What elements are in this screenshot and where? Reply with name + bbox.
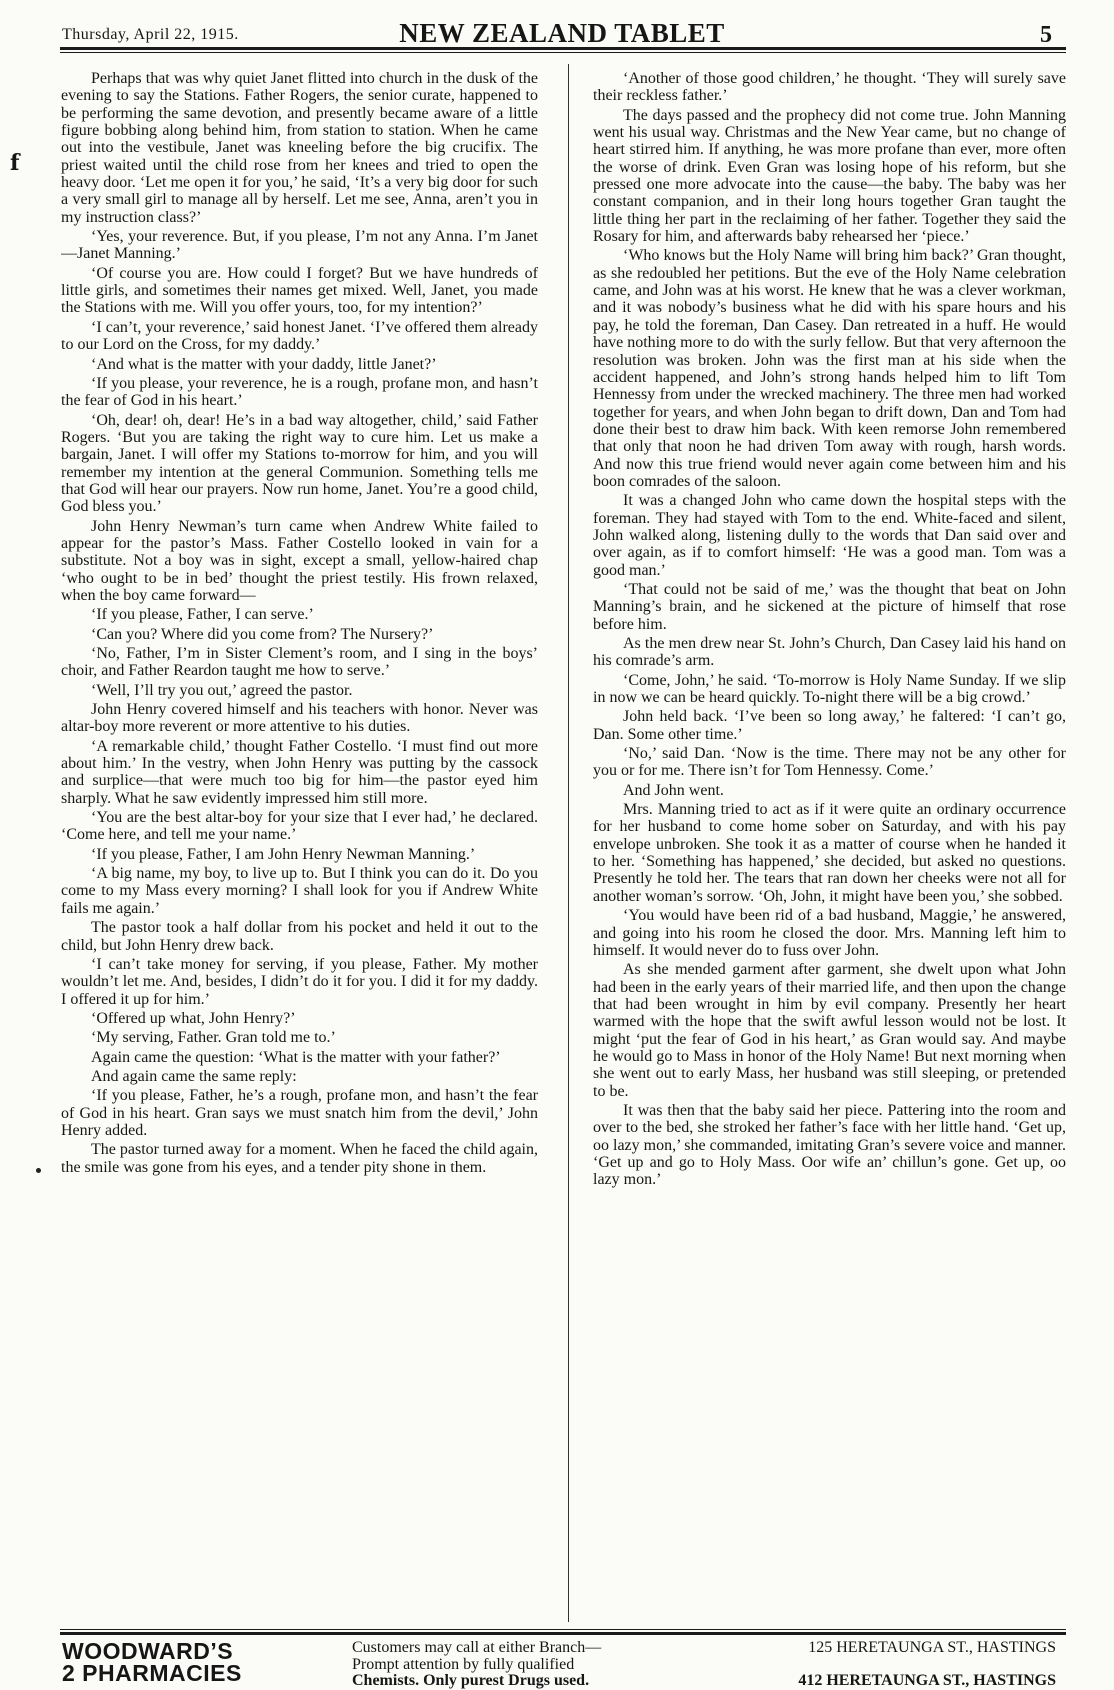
paragraph: ‘I can’t, your reverence,’ said honest Janet. ‘I’ve offered them already to our Lord on the Cross, for my daddy.’ [61,318,538,354]
paragraph: ‘A remarkable child,’ thought Father Costello. ‘I must find out more about him.’ In the vestry, when John Henry was putting by the cassock and surplice—that were much too big for him—the pastor eyed him sharply. What he saw evidently impressed him still more. [61,737,538,807]
paragraph: John held back. ‘I’ve been so long away,’ he faltered: ‘I can’t go, Dan. Some other time.’ [593,708,1066,743]
left-column [61,70,538,1628]
paragraph: It was a changed John who came down the hospital steps with the foreman. They had stayed with Tom to the end. White-faced and silent, John walked along, listening dully to the words that Dan said over and over again, as if to comfort himself: ‘He was a good man. Tom was a good man.’ [593,492,1066,579]
paragraph: ‘I can’t take money for serving, if you please, Father. My mother wouldn’t let me. And, besides, I didn’t do it for you. I did it for my daddy. I offered it up for him.’ [61,955,538,1008]
paragraph: ‘Can you? Where did you come from? The Nursery?’ [91,625,434,643]
paragraph: Mrs. Manning tried to act as if it were quite an ordinary occurrence for her husband to come home sober on Saturday, and with his pay envelope unbroken. She took it as a matter of course when he handed it to her. ‘Something has happened,’ she decided, but asked no questions. Presently he told her. The tears that ran down her cheeks were not all for another woman’s sorrow. ‘Oh, John, it might have been you,’ she sobbed. [593,801,1066,905]
ad-line-1: Customers may call at either Branch— [352,1639,602,1656]
paragraph: ‘That could not be said of me,’ was the thought that beat on John Manning’s brain, and he sickened at the picture of himself that rose before him. [593,580,1066,633]
paragraph: ‘No, Father, I’m in Sister Clement’s room, and I sing in the boys’ choir, and Father Reardon taught me how to serve.’ [61,645,538,680]
paragraph: ‘Of course you are. How could I forget? But we have hundreds of little girls, and sometimes their names get mixed. Well, Janet, you made the Stations with me. Will you offer yours, too, for my intention?’ [61,264,538,317]
paragraph: ‘Offered up what, John Henry?’ [91,1009,296,1027]
paragraph: As she mended garment after garment, she dwelt upon what John had been in the early years of their married life, and then upon the change that had been wrought in him by evil company. Presently her heart warmed with the hope that the swift awful lesson would not be lost. It might ‘put the fear of God in his heart,’ as Gran would say. And maybe he would go to Mass in honor of the Holy Name! But next morning when she went out to early Mass, her husband was still sleeping, or pretended to be. [593,961,1066,1100]
paragraph: ‘Oh, dear! oh, dear! He’s in a bad way altogether, child,’ said Father Rogers. ‘But you are taking the right way to cure him. Let us make a bargain, Janet. I will offer my Stations to-morrow for him, and you will remember my intention at the general Communion. Something tells me that God will hear our prayers. Now run home, Janet. You’re a good child, God bless you.’ [61,411,538,516]
paragraph: ‘Who knows but the Holy Name will bring him back?’ Gran thought, as she redoubled her petitions. But the eve of the Holy Name celebration came, and John was at his worst. He knew that he was a clever workman, and it was nobody’s business what he did with his spare hours and his pay, he told the foreman, Dan Casey. Dan retreated in a huff. He would have nothing more to do with the surly fellow. But that very afternoon the resolution was broken. John was the first man at his side when the accident happened, and John’s strong hands helped him to lift Tom Hennessy from under the wrecked machinery. The three men had worked together for years, and when John began to drift down, Dan and Tom had done their best to draw him back. With keen remorse John remembered that only that noon he had driven Tom away with rough, harsh words. And now this true friend would never again come between him and his boon comrades of the saloon. [593,247,1066,490]
paragraph: And John went. [623,781,724,799]
issue-date: Thursday, April 22, 1915. [62,26,239,43]
paragraph: Perhaps that was why quiet Janet flitted into church in the dusk of the evening to say the Stations. Father Rogers, the senior curate, happened to be performing the same devotion, and presently became aware of a little figure bobbing along behind him, from station to station. When he came out into the vestibule, Janet was kneeling before the big crucifix. The priest waited until the child rose from her knees and tried to open the heavy door. ‘Let me open it for you,’ he said, ‘It’s a very big door for such a very small girl to manage all by herself. Let me see, Anna, aren’t you in my instruction class?’ [61,70,538,226]
paragraph: ‘A big name, my boy, to live up to. But I think you can do it. Do you come to my Mass every morning? I shall look for you if Andrew White fails me again.’ [61,865,538,917]
ad-address-1: 125 HERETAUNGA ST., HASTINGS [808,1639,1056,1656]
paragraph: ‘You are the best altar-boy for your size that I ever had,’ he declared. ‘Come here, and tell me your name.’ [61,809,538,844]
paragraph: The pastor took a half dollar from his pocket and held it out to the child, but John Henry drew back. [61,919,538,954]
paragraph: ‘Come, John,’ he said. ‘To-morrow is Holy Name Sunday. If we slip in now we can be heard quickly. To-night there will be a big crowd.’ [593,671,1066,707]
ad-line-3a: Chemists. [352,1672,420,1689]
paragraph: ‘Well, I’ll try you out,’ agreed the pastor. [91,681,353,699]
paragraph: ‘If you please, Father, he’s a rough, profane mon, and hasn’t the fear of God in his heart. Gran says we must snatch him from the devil,’ John Henry added. [61,1087,538,1139]
right-column [593,70,1066,1628]
footer-rule [60,1629,1066,1635]
paragraph: The pastor turned away for a moment. When he faced the child again, the smile was gone from his eyes, and a tender pity shone in them. [61,1141,538,1176]
ad-text [352,1640,1066,1690]
paragraph: It was then that the baby said her piece. Pattering into the room and over to the bed, she stroked her father’s face with her little hand. ‘Get up, oo lazy mon,’ she commanded, imitating Gran’s severe voice and manner. ‘Get up and go to Holy Mass. Oor wife an’ chillun’s gone. Get up, oo lazy mon.’ [593,1101,1066,1189]
paragraph: ‘You would have been rid of a bad husband, Maggie,’ he answered, and going into his room he closed the door. Mrs. Manning left him to himself. It would never do to fuss over John. [593,907,1066,959]
ad-line-3b: Only purest Drugs used. [423,1672,590,1689]
column-divider [568,64,569,1622]
ad-address-2: 412 HERETAUNGA ST., HASTINGS [798,1672,1056,1689]
header-rule [60,47,1066,53]
paragraph: ‘If you please, Father, I can serve.’ [91,606,314,624]
margin-dot [36,1168,41,1173]
ad-brand [62,1640,242,1684]
ad-line-2: Prompt attention by fully qualified [352,1655,575,1673]
paragraph: The days passed and the prophecy did not come true. John Manning went his usual way. Christmas and the New Year came, but no change of heart stirred him. If anything, he was more profane than ever, more often the worse of drink. Even Gran was losing hope of his reform, but she pressed one more advocate into the cause—the baby. The baby was her constant companion, and in their long hours together Gran taught the little thing her part in the reclaiming of her father. Together they said the Rosary for him, and afterwards baby rehearsed her ‘piece.’ [593,106,1066,246]
paragraph: ‘No,’ said Dan. ‘Now is the time. There may not be any other for you or for me. There isn’t for Tom Hennessy. Come.’ [593,745,1066,780]
margin-mark: f [10,150,20,176]
advertisement [60,1638,1066,1689]
paragraph: ‘Another of those good children,’ he thought. ‘They will surely save their reckless father.’ [593,70,1066,105]
page-number: 5 [1040,22,1052,48]
paragraph: ‘If you please, Father, I am John Henry Newman Manning.’ [91,845,476,863]
paragraph: John Henry Newman’s turn came when Andrew White failed to appear for the pastor’s Mass. Father Costello looked in vain for a substitute. Not a boy was in sight, except a small, yellow-haired chap ‘who ought to be in bed’ thought the priest testily. His frown relaxed, when the boy came forward— [61,517,538,604]
ad-brand-line2: 2 PHARMACIES [62,1660,242,1686]
paragraph: ‘If you please, your reverence, he is a rough, profane mon, and hasn’t the fear of God in his heart.’ [61,374,538,410]
paragraph: ‘My serving, Father. Gran told me to.’ [91,1029,336,1047]
page-header [62,16,1062,46]
paragraph: And again came the same reply: [91,1067,297,1085]
paragraph: ‘And what is the matter with your daddy, little Janet?’ [91,355,437,373]
paragraph: John Henry covered himself and his teachers with honor. Never was altar-boy more reverent or more attentive to his duties. [61,701,538,736]
paragraph: Again came the question: ‘What is the matter with your father?’ [91,1048,501,1066]
masthead-title: NEW ZEALAND TABLET [399,18,725,48]
ad-brand-line1: WOODWARD’S [62,1638,234,1664]
paragraph: ‘Yes, your reverence. But, if you please, I’m not any Anna. I’m Janet—Janet Manning.’ [61,228,538,263]
paragraph: As the men drew near St. John’s Church, Dan Casey laid his hand on his comrade’s arm. [593,635,1066,670]
